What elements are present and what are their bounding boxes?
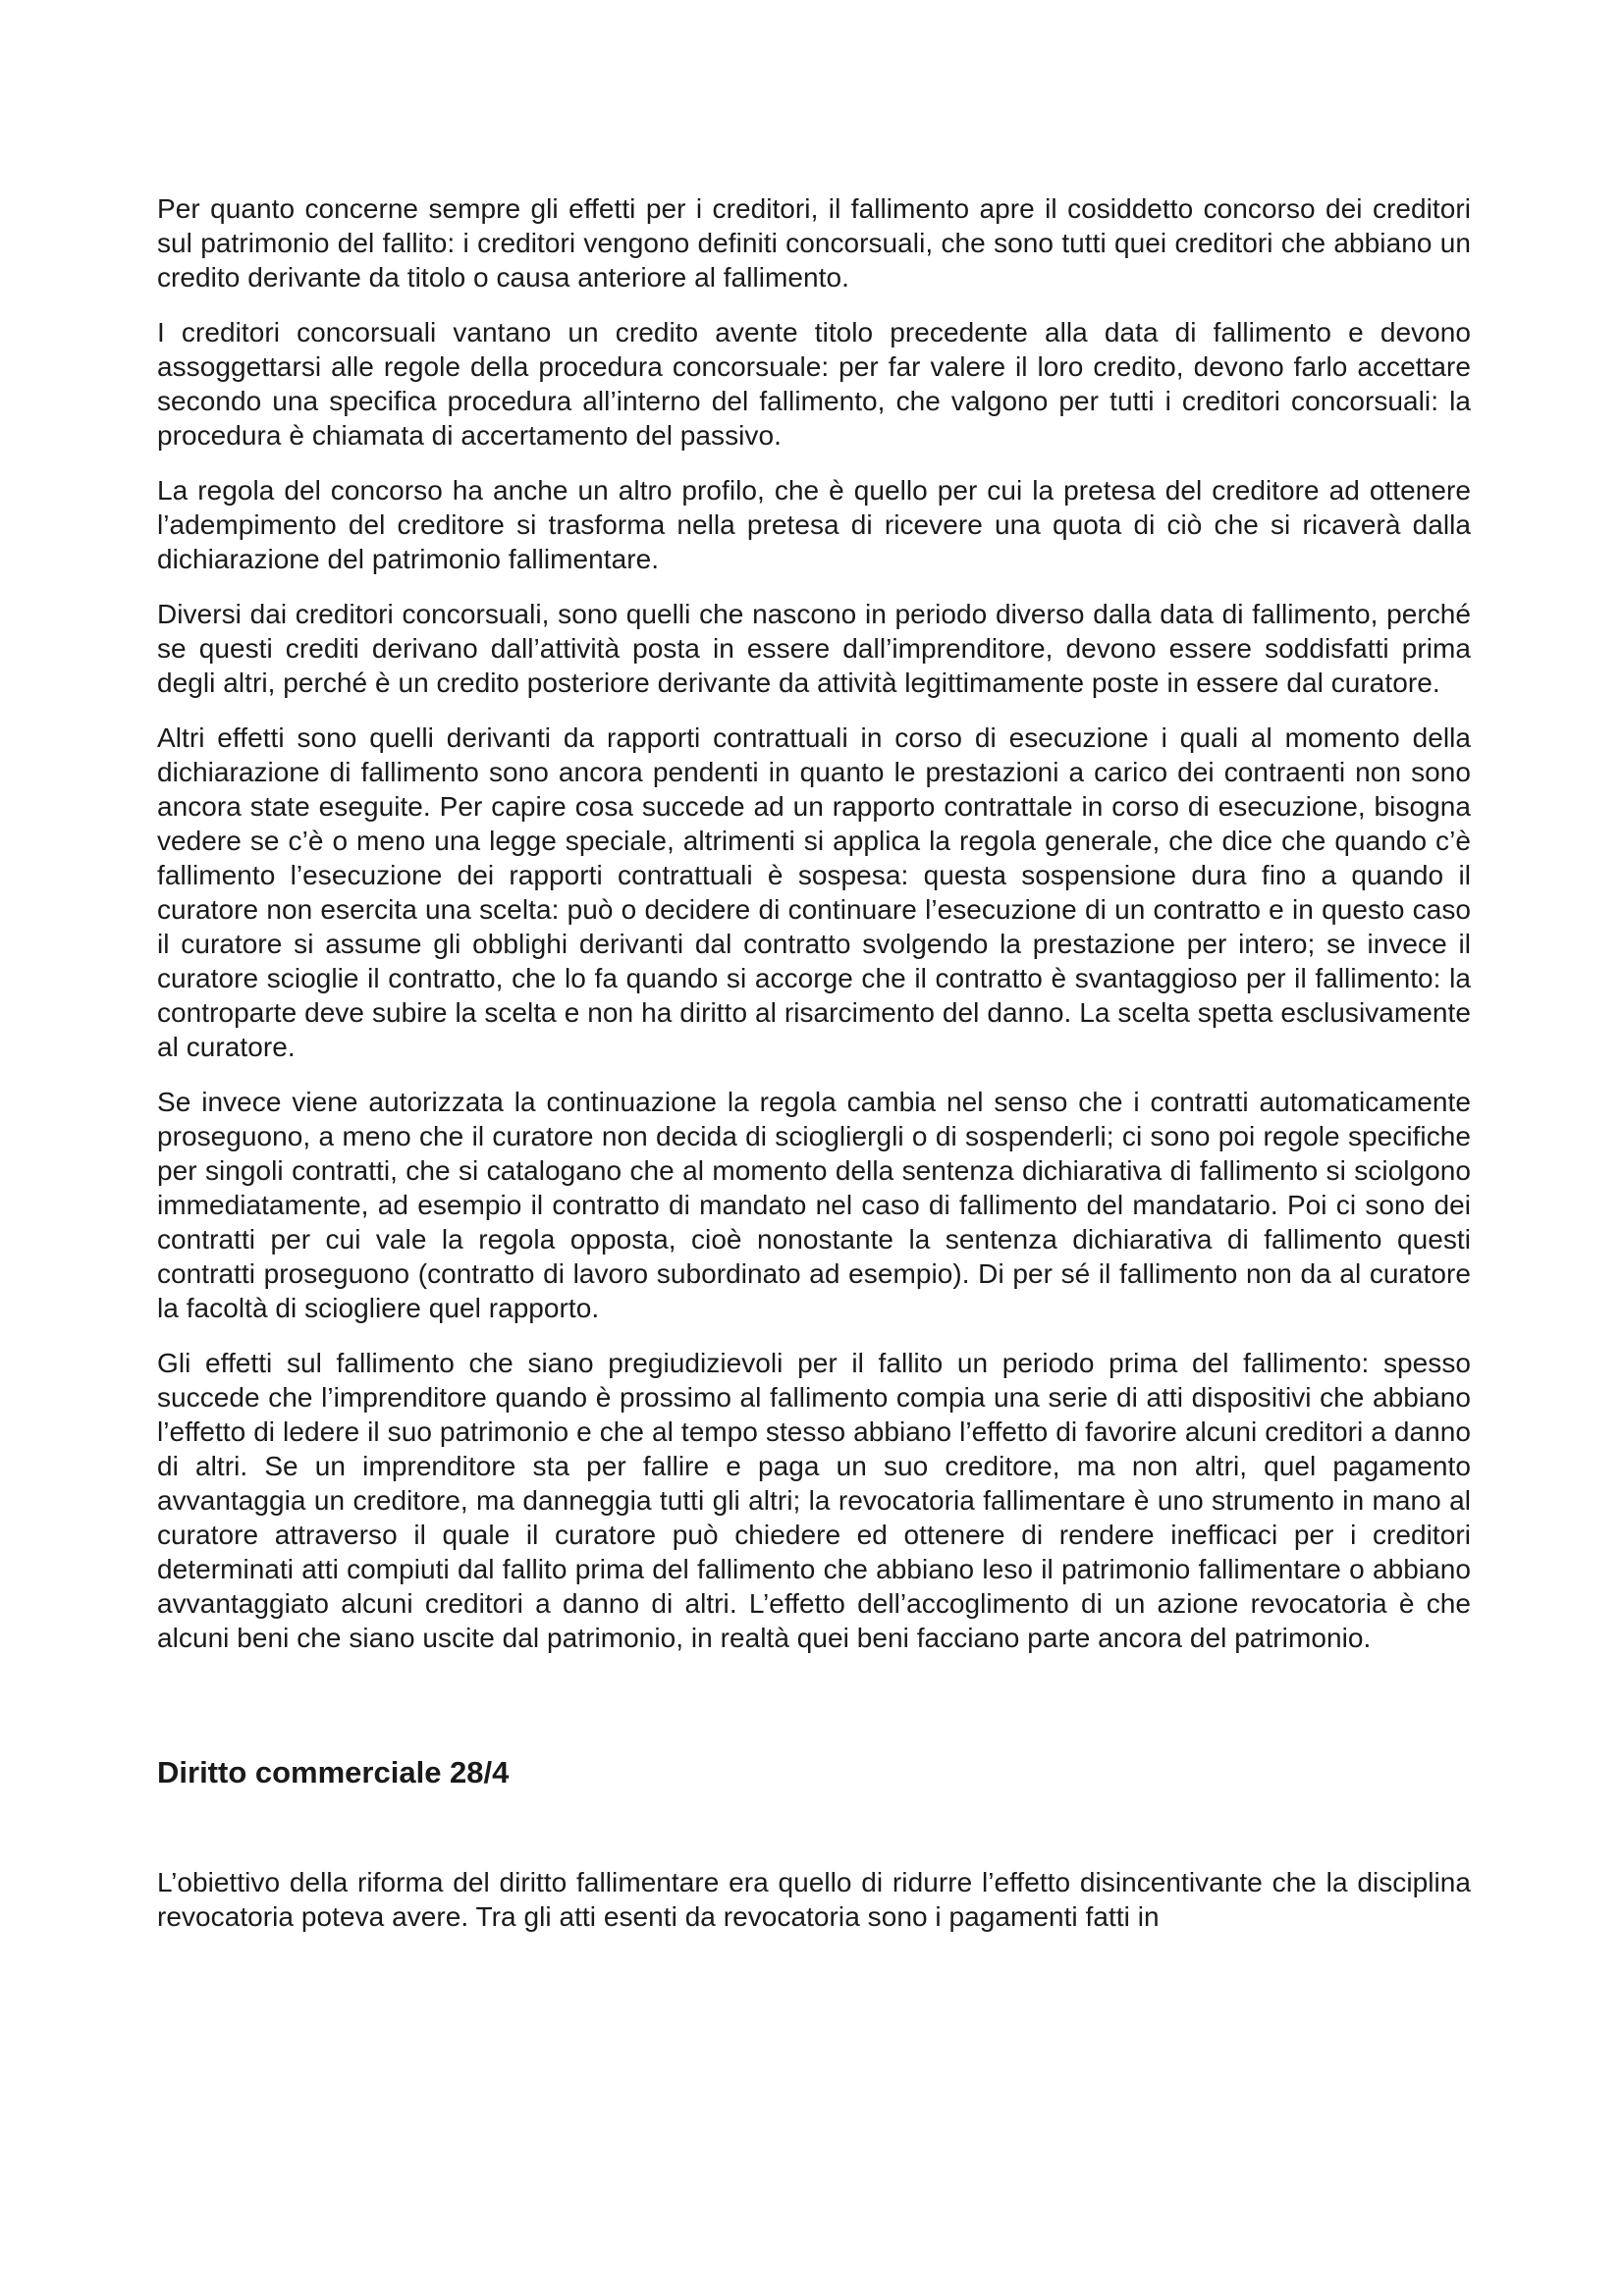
paragraph-continuazione: Se invece viene autorizzata la continuazione la regola cambia nel senso che i contratti automaticamente proseguono, a meno che il curatore non decida di sciogliergli o di sospenderli; ci sono poi regole specifiche per singoli contratti, che si catalogano che al momento della sentenza dichiarativa di fallimento si sciolgono immediatamente, ad esempio il contratto di mandato nel caso di fallimento del mandatario. Poi ci sono dei contratti per cui vale la regola opposta, cioè nonostante la sentenza dichiarativa di fallimento questi contratti proseguono (contratto di lavoro subordinato ad esempio). Di per sé il fallimento non da al curatore la facoltà di sciogliere quel rapporto. [157, 1087, 1471, 1323]
paragraph-creditori-concorsuali: I creditori concorsuali vantano un credito avente titolo precedente alla data di fallimento e devono assoggettarsi alle regole della procedura concorsuale: per far valere il loro credito, devono farlo accettare secondo una specifica procedura all’interno del fallimento, che valgono per tutti i creditori concorsuali: la procedura è chiamata di accertamento del passivo. [157, 317, 1471, 451]
paragraph-concorso-creditori: Per quanto concerne sempre gli effetti per i creditori, il fallimento apre il cosiddetto concorso dei creditori sul patrimonio del fallito: i creditori vengono definiti concorsuali, che sono tutti quei creditori che abbiano un credito derivante da titolo o causa anteriore al fallimento. [157, 193, 1471, 293]
paragraph-revocatoria: Gli effetti sul fallimento che siano pregiudizievoli per il fallito un periodo prima del fallimento: spesso succede che l’imprenditore quando è prossimo al fallimento compia una serie di atti dispositivi che abbiano l’effetto di ledere il suo patrimonio e che al tempo stesso abbiano l’effetto di favorire alcuni creditori a danno di altri. Se un imprenditore sta per fallire e paga un suo creditore, ma non altri, quel pagamento avvantaggia un creditore, ma danneggia tutti gli altri; la revocatoria fallimentare è uno strumento in mano al curatore attraverso il quale il curatore può chiedere ed ottenere di rendere inefficaci per i creditori determinati atti compiuti dal fallito prima del fallimento che abbiano leso il patrimonio fallimentare o abbiano avvantaggiato alcuni creditori a danno di altri. L’effetto dell’accoglimento di un azione revocatoria è che alcuni beni che siano uscite dal patrimonio, in realtà quei beni facciano parte ancora del patrimonio. [157, 1348, 1471, 1653]
document-page [157, 191, 1471, 1954]
paragraph-rapporti-contrattuali: Altri effetti sono quelli derivanti da rapporti contrattuali in corso di esecuzione i quali al momento della dichiarazione di fallimento sono ancora pendenti in quanto le prestazioni a carico dei contraenti non sono ancora state eseguite. Per capire cosa succede ad un rapporto contrattale in corso di esecuzione, bisogna vedere se c’è o meno una legge speciale, altrimenti si applica la regola generale, che dice che quando c’è fallimento l’esecuzione dei rapporti contrattuali è sospesa: questa sospensione dura fino a quando il curatore non esercita una scelta: può o decidere di continuare l’esecuzione di un contratto e in questo caso il curatore si assume gli obblighi derivanti dal contratto svolgendo la prestazione per intero; se invece il curatore scioglie il contratto, che lo fa quando si accorge che il contratto è svantaggioso per il fallimento: la controparte deve subire la scelta e non ha diritto al risarcimento del danno. La scelta spetta esclusivamente al curatore. [157, 722, 1471, 1062]
paragraph-regola-concorso: La regola del concorso ha anche un altro profilo, che è quello per cui la pretesa del creditore ad ottenere l’adempimento del creditore si trasforma nella pretesa di ricevere una quota di ciò che si ricaverà dalla dichiarazione del patrimonio fallimentare. [157, 475, 1471, 574]
paragraph-creditori-diversi: Diversi dai creditori concorsuali, sono quelli che nascono in periodo diverso dalla data di fallimento, perché se questi crediti derivano dall’attività posta in essere dall’imprenditore, devono essere soddisfatti prima degli altri, perché è un credito posteriore derivante da attività legittimamente poste in essere dal curatore. [157, 599, 1471, 698]
section-heading: Diritto commerciale 28/4 [157, 1755, 510, 1789]
paragraph-riforma: L’obiettivo della riforma del diritto fallimentare era quello di ridurre l’effetto disincentivante che la disciplina revocatoria poteva avere. Tra gli atti esenti da revocatoria sono i pagamenti fatti in [157, 1867, 1471, 1932]
